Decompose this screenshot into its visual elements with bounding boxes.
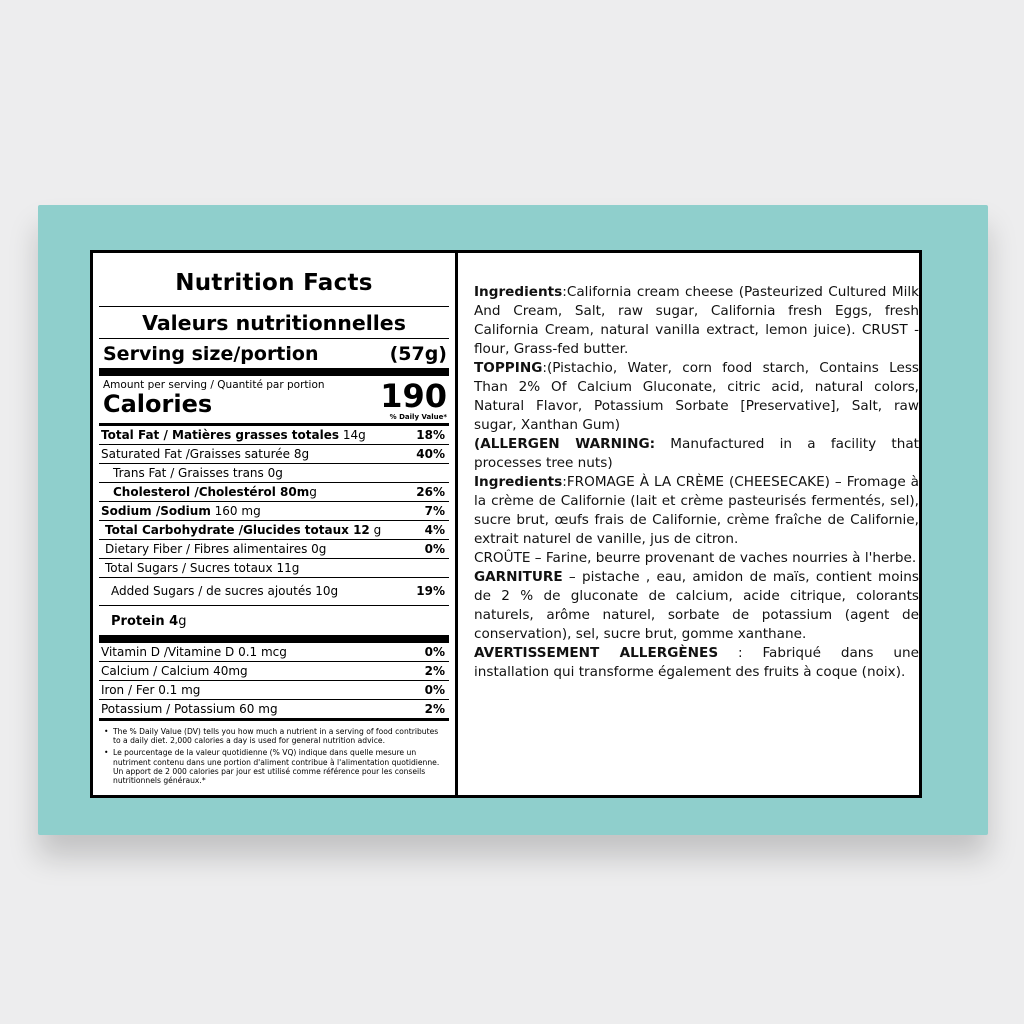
ingredients-fr: Ingredients:FROMAGE À LA CRÈME (CHEESECAKE) – Fromage à la crème de Californie (lait et crème pasteurisés fermentés, sel), sucre brut, œufs frais de Californie, crème fraîche de Californie, extrait naturel de vanille, jus de citron. <box>474 474 919 547</box>
note-en: • The % Daily Value (DV) tells you how much a nutrient in a serving of food contributes to a daily diet. 2,000 calories a day is used for general nutrition advice. <box>103 727 445 745</box>
nutrient-row: Total Carbohydrate /Glucides totaux 12 g 4% <box>105 523 445 537</box>
daily-value-header: % Daily Value* <box>389 413 447 421</box>
note-fr: • Le pourcentage de la valeur quotidienne (% VQ) indique dans quelle mesure un nutriment contenu dans une portion d'aliment contribue à l'alimentation quotidienne. Un apport de 2 000 calories par jour est utilisé comme référence pour les conseils nutritionnels généraux.* <box>103 748 445 785</box>
nutrient-row: Trans Fat / Graisses trans 0g <box>113 466 283 480</box>
nutrient-row: Cholesterol /Cholestérol 80mg 26% <box>113 485 445 499</box>
mineral-row: Potassium / Potassium 60 mg 2% <box>101 702 445 716</box>
nutrient-row: Total Fat / Matières grasses totales 14g 18% <box>101 428 445 442</box>
croute: CROÛTE – Farine, beurre provenant de vaches nourries à l'herbe. <box>474 550 917 566</box>
nutrient-row: Saturated Fat /Graisses saturée 8g 40% <box>101 447 445 461</box>
calories-label: Calories <box>103 390 213 418</box>
nutrient-row: Total Sugars / Sucres totaux 11g <box>105 561 300 575</box>
amount-per-serving: Amount per serving / Quantité par portion <box>103 379 325 391</box>
ingredients-en: Ingredients:California cream cheese (Pasteurized Cultured Milk And Cream, Salt, raw sugar, California fresh Eggs, fresh California Cream, natural vanilla extract, lemon juice). CRUST - flour, Grass-fed butter. <box>474 284 919 357</box>
nutrition-facts-panel <box>93 253 458 795</box>
allergen-warning: (ALLERGEN WARNING: Manufactured in a facility that processes tree nuts) <box>474 436 919 471</box>
topping: TOPPING:(Pistachio, Water, corn food starch, Contains Less Than 2% Of Calcium Gluconate, citric acid, natural colors, Natural Flavor, Potassium Sorbate [Preservative], Salt, raw sugar, Xanthan Gum) <box>474 360 919 433</box>
calories-block <box>99 376 449 423</box>
mineral-row: Iron / Fer 0.1 mg 0% <box>101 683 445 697</box>
serving-label: Serving size/portion <box>103 343 319 365</box>
valeurs-title: Valeurs nutritionnelles <box>142 311 406 335</box>
protein-row: Protein 4g <box>111 614 187 629</box>
divider-thick <box>99 635 449 643</box>
nutrition-label-panel <box>90 250 922 798</box>
nutrient-row: Sodium /Sodium 160 mg 7% <box>101 504 445 518</box>
mineral-row: Vitamin D /Vitamine D 0.1 mcg 0% <box>101 645 445 659</box>
nutrition-facts-title: Nutrition Facts <box>175 270 373 296</box>
calories-value: 190 <box>380 377 447 415</box>
nutrient-row: Added Sugars / de sucres ajoutés 10g 19% <box>111 584 445 598</box>
footnotes <box>99 721 449 785</box>
garniture: GARNITURE – pistache , eau, amidon de maïs, contient moins de 2 % de gluconate de calcium, acide citrique, colorants naturels, arôme naturel, sorbate de potassium (agent de conservation), sel, sucre brut, gomme xanthane. <box>474 569 919 642</box>
avertissement: AVERTISSEMENT ALLERGÈNES : Fabriqué dans une installation qui transforme également des fruits à coque (noix). <box>474 645 919 680</box>
serving-value: (57g) <box>389 343 447 365</box>
ingredients-panel <box>458 253 919 795</box>
serving-size <box>99 339 449 368</box>
nutrient-row: Dietary Fiber / Fibres alimentaires 0g 0% <box>105 542 445 556</box>
mineral-row: Calcium / Calcium 40mg 2% <box>101 664 445 678</box>
divider-thick <box>99 368 449 376</box>
